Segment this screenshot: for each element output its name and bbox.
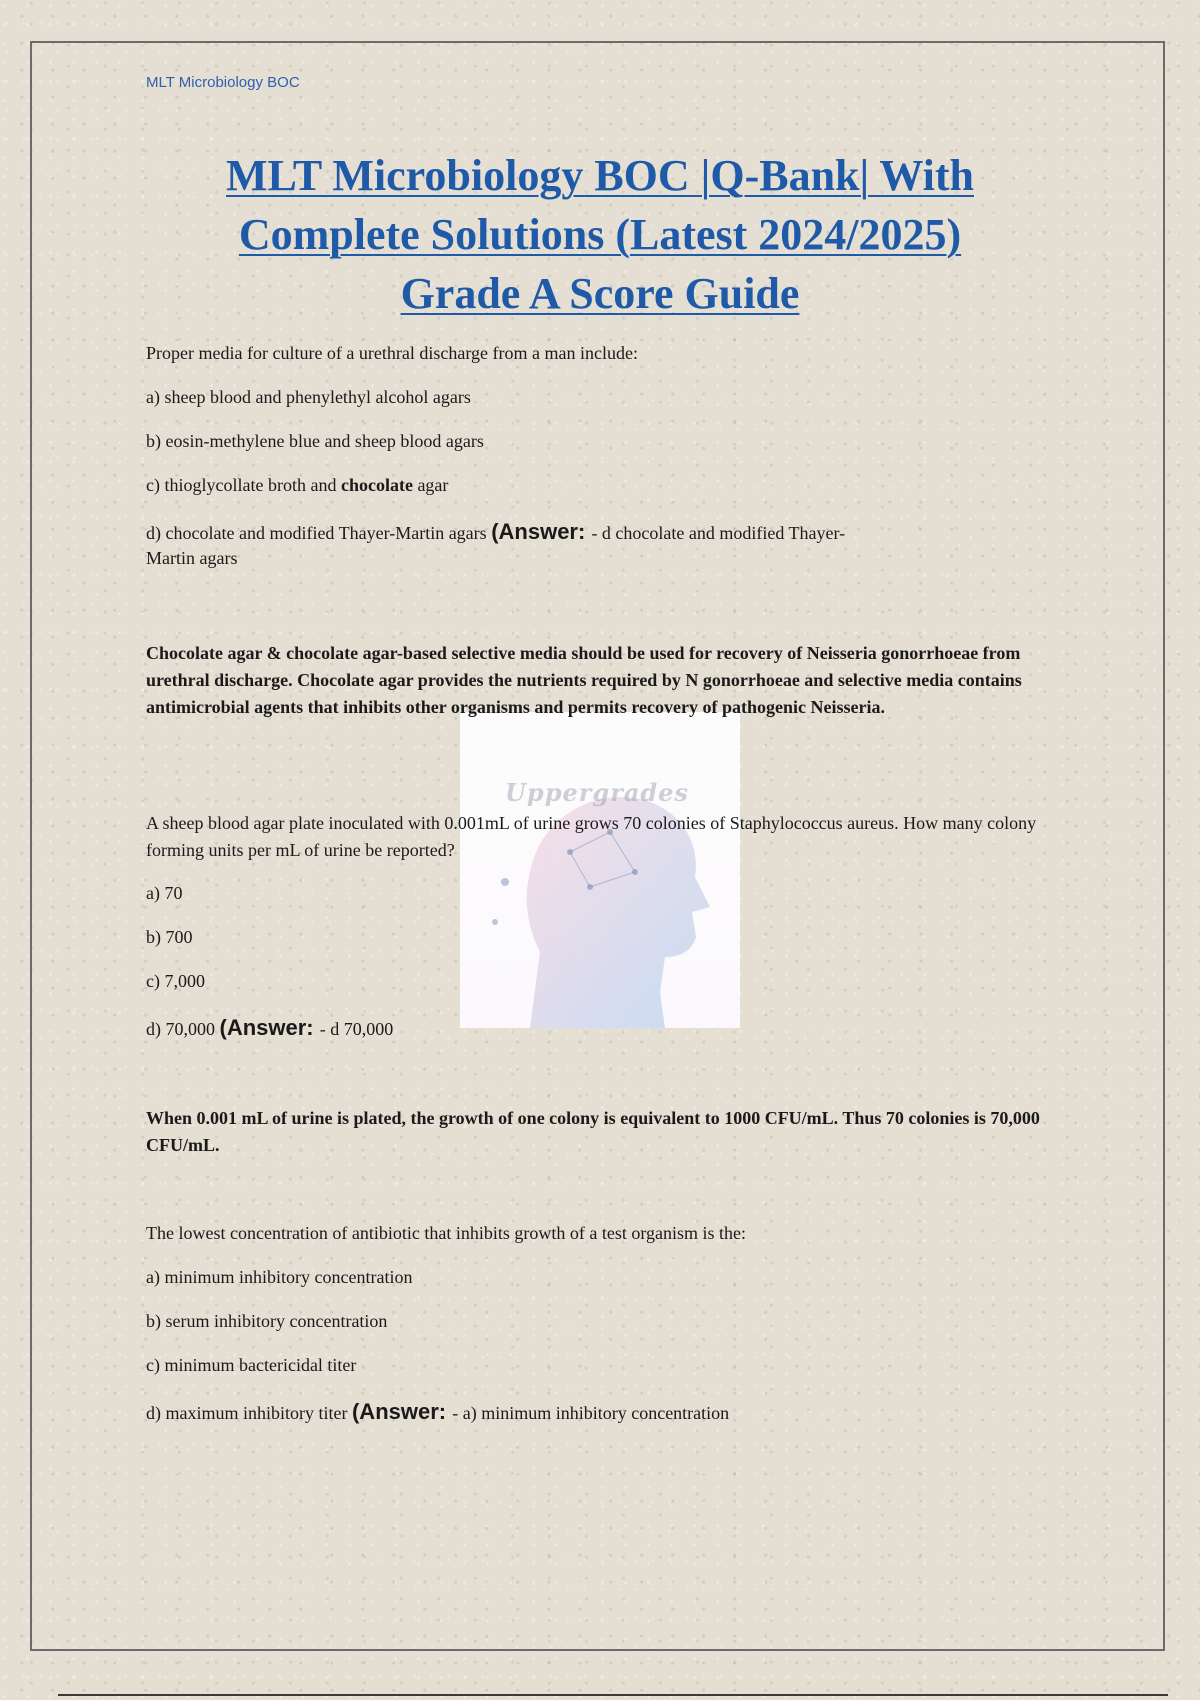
watermark-text: Uppergrades xyxy=(505,778,689,807)
q1-option-c-post: agar xyxy=(412,475,449,495)
running-header: MLT Microbiology BOC xyxy=(146,74,300,91)
q3-option-c: c) minimum bactericidal titer xyxy=(146,1355,357,1375)
q2-option-b: b) 700 xyxy=(146,927,193,947)
q3-option-d xyxy=(146,1398,729,1427)
q3-option-d-text: d) maximum inhibitory titer xyxy=(146,1403,352,1423)
q2-option-c: c) 7,000 xyxy=(146,971,205,991)
q1-option-c-pre: c) thioglycollate broth and xyxy=(146,475,341,495)
q3-answer-text: - a) minimum inhibitory concentration xyxy=(452,1403,730,1423)
watermark-head-icon xyxy=(460,712,740,1028)
title-line-1: MLT Microbiology BOC |Q-Bank| With xyxy=(226,151,974,200)
q3-answer-label: (Answer: xyxy=(351,1399,453,1424)
document-title[interactable] xyxy=(150,146,1050,323)
q1-stem: Proper media for culture of a urethral discharge from a man include: xyxy=(146,343,638,363)
q3-stem: The lowest concentration of antibiotic that inhibits growth of a test organism is the: xyxy=(146,1223,747,1243)
watermark-logo xyxy=(460,712,740,1028)
q1-option-b: b) eosin-methylene blue and sheep blood agars xyxy=(146,431,484,451)
q2-option-d-text: d) 70,000 xyxy=(146,1019,220,1039)
footer-rule xyxy=(58,1694,1168,1696)
title-line-3: Grade A Score Guide xyxy=(400,269,800,318)
q1-answer-continued: Martin agars xyxy=(146,548,238,568)
q1-option-c-bold: chocolate xyxy=(340,475,413,495)
q2-explanation: When 0.001 mL of urine is plated, the growth of one colony is equivalent to 1000 CFU/mL. Thus 70 colonies is 70,000 CFU/mL. xyxy=(146,1108,1040,1155)
q2-answer-text: - d 70,000 xyxy=(319,1019,394,1039)
q1-option-d-text: d) chocolate and modified Thayer-Martin agars xyxy=(146,523,492,543)
q3-option-a: a) minimum inhibitory concentration xyxy=(146,1267,413,1287)
q1-explanation: Chocolate agar & chocolate agar-based selective media should be used for recovery of Neisseria gonorrhoeae from urethral discharge. Chocolate agar provides the nutrients required by N gonorrhoeae and selective media contains antimicrobial agents that inhibits other organisms and permits recovery of pathogenic Neisseria. xyxy=(146,643,1022,717)
q1-option-a: a) sheep blood and phenylethyl alcohol agars xyxy=(146,387,471,407)
q1-answer-label: (Answer: xyxy=(491,519,592,544)
q3-option-b: b) serum inhibitory concentration xyxy=(146,1311,388,1331)
q2-option-d xyxy=(146,1014,393,1043)
q2-answer-label: (Answer: xyxy=(219,1015,320,1040)
q1-answer-text: - d chocolate and modified Thayer- xyxy=(591,523,846,543)
q2-option-a: a) 70 xyxy=(146,883,183,903)
q1-option-d xyxy=(146,518,845,547)
q2-stem: A sheep blood agar plate inoculated with 0.001mL of urine grows 70 colonies of Staphylococcus aureus. How many colony forming units per mL of urine be reported? xyxy=(146,813,1037,860)
q1-option-c xyxy=(146,472,448,499)
title-line-2: Complete Solutions (Latest 2024/2025) xyxy=(238,210,962,259)
